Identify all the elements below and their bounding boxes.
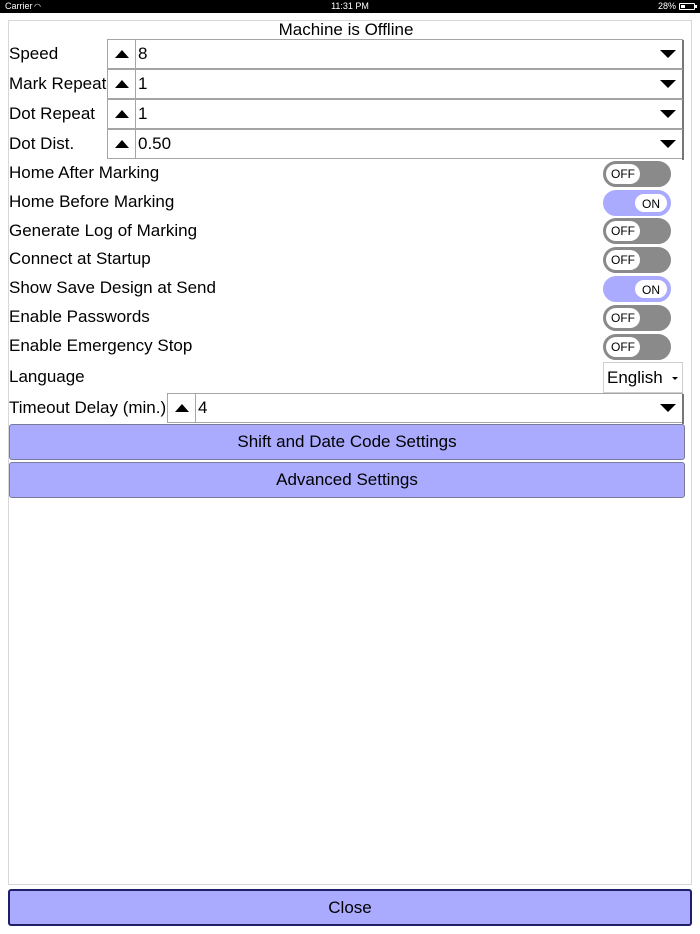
home-before-marking-toggle[interactable] [603,190,671,216]
toggle-label-show-save-design: Show Save Design at Send [9,278,216,297]
toggle-state: ON [634,193,668,213]
shift-date-code-settings-button[interactable]: Shift and Date Code Settings [9,424,685,460]
speed-value: 8 [138,44,148,63]
clock: 11:31 PM [331,1,369,11]
advanced-settings-button[interactable]: Advanced Settings [9,462,685,498]
speed-label: Speed [9,44,59,63]
connect-at-startup-toggle[interactable] [603,247,671,273]
dot-repeat-field[interactable] [107,99,683,129]
status-bar [0,0,700,13]
enable-emergency-stop-toggle[interactable] [603,334,671,360]
toggle-state: ON [634,279,668,299]
toggle-label-home-before-marking: Home Before Marking [9,192,175,211]
timeout-delay-increment-button[interactable] [168,394,196,422]
mark-repeat-increment-button[interactable] [108,70,136,98]
dot-repeat-dropdown-icon[interactable] [660,110,676,118]
up-arrow-icon [175,404,189,412]
timeout-delay-label: Timeout Delay (min.) [9,398,167,417]
speed-increment-button[interactable] [108,40,136,68]
mark-repeat-dropdown-icon[interactable] [660,80,676,88]
mark-repeat-value: 1 [138,74,148,93]
mark-repeat-field[interactable] [107,69,683,99]
toggle-state: OFF [606,308,640,328]
toggle-label-generate-log: Generate Log of Marking [9,221,198,240]
home-after-marking-toggle[interactable] [603,161,671,187]
dot-repeat-label: Dot Repeat [9,104,95,123]
language-label: Language [9,367,85,386]
chevron-down-icon [672,377,678,380]
up-arrow-icon [115,110,129,118]
dot-repeat-value: 1 [138,104,148,123]
toggle-state: OFF [606,250,640,270]
toggle-state: OFF [606,337,640,357]
up-arrow-icon [115,80,129,88]
dot-dist-value: 0.50 [138,134,172,153]
up-arrow-icon [115,50,129,58]
timeout-delay-value: 4 [198,398,208,417]
battery-icon [679,3,695,10]
timeout-delay-field[interactable] [167,393,683,423]
language-select[interactable] [603,362,683,393]
mark-repeat-label: Mark Repeat [9,74,107,93]
dot-dist-label: Dot Dist. [9,134,75,153]
toggle-state: OFF [606,164,640,184]
generate-log-toggle[interactable] [603,218,671,244]
toggle-state: OFF [606,221,640,241]
page-title: Machine is Offline [278,20,414,39]
up-arrow-icon [115,140,129,148]
toggle-label-home-after-marking: Home After Marking [9,163,160,182]
dot-dist-field[interactable] [107,129,683,159]
carrier-label: Carrier [5,1,33,11]
speed-field[interactable] [107,39,683,69]
enable-passwords-toggle[interactable] [603,305,671,331]
dot-dist-increment-button[interactable] [108,130,136,158]
language-value: English [607,368,663,387]
toggle-label-enable-emergency-stop: Enable Emergency Stop [9,336,193,355]
toggle-label-enable-passwords: Enable Passwords [9,307,150,326]
close-button[interactable]: Close [8,889,692,926]
timeout-delay-dropdown-icon[interactable] [660,404,676,412]
show-save-design-toggle[interactable] [603,276,671,302]
dot-dist-dropdown-icon[interactable] [660,140,676,148]
speed-dropdown-icon[interactable] [660,50,676,58]
wifi-icon: ◠ [34,2,41,11]
dot-repeat-increment-button[interactable] [108,100,136,128]
battery-percent: 28% [657,1,676,11]
toggle-label-connect-at-startup: Connect at Startup [9,249,151,268]
